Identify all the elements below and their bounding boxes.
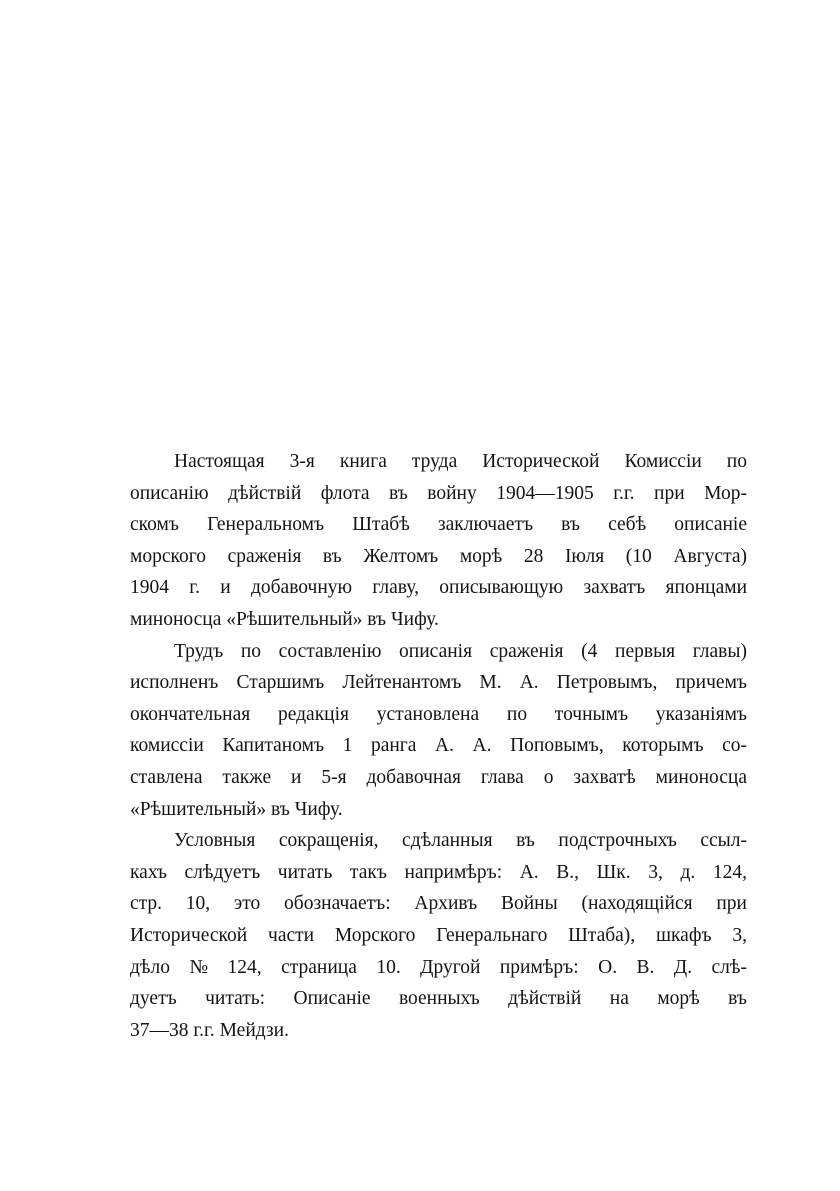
text-line: миноносца «Рѣшительный» въ Чифу. <box>130 608 439 630</box>
text-line: дуетъ читать: Описаніе военныхъ дѣйствій на морѣ въ <box>130 988 747 1010</box>
text-line: «Рѣшительный» въ Чифу. <box>130 798 343 820</box>
text-line: 1904 г. и добавочную главу, описывающую захватъ японцами <box>130 577 747 599</box>
paragraph-3 <box>130 825 747 1046</box>
text-line: дѣло № 124, страница 10. Другой примѣръ: О. В. Д. слѣ- <box>130 956 747 978</box>
text-line: Настоящая 3-я книга труда Исторической Комиссіи по <box>174 451 747 472</box>
text-line: кахъ слѣдуетъ читать такъ напримѣръ: А. В., Шк. 3, д. 124, <box>130 861 747 883</box>
text-line: морского сраженія въ Желтомъ морѣ 28 Іюля (10 Августа) <box>130 545 747 567</box>
text-line: окончательная редакція установлена по точнымъ указаніямъ <box>130 703 747 725</box>
text-line: исполненъ Старшимъ Лейтенантомъ М. А. Петровымъ, причемъ <box>130 672 747 694</box>
text-line: Исторической части Морского Генеральнаго Штаба), шкафъ 3, <box>130 924 747 946</box>
text-line: Трудъ по составленію описанія сраженія (4 первыя главы) <box>174 640 747 662</box>
preface-text <box>130 446 747 1046</box>
text-line: Условныя сокращенія, сдѣланныя въ подстрочныхъ ссыл- <box>174 830 747 852</box>
text-line: описанію дѣйствій флота въ войну 1904—1905 г.г. при Мор- <box>130 482 747 504</box>
text-line: комиссіи Капитаномъ 1 ранга А. А. Поповымъ, которымъ со- <box>130 735 747 757</box>
paragraph-1 <box>130 446 747 636</box>
text-line: стр. 10, это обозначаетъ: Архивъ Войны (находящійся при <box>130 893 747 915</box>
text-line: скомъ Генеральномъ Штабѣ заключаетъ въ себѣ описаніе <box>130 514 747 536</box>
paragraph-2 <box>130 636 747 826</box>
text-line: 37—38 г.г. Мейдзи. <box>130 1019 289 1041</box>
text-line: ставлена также и 5-я добавочная глава о захватѣ миноносца <box>130 766 747 788</box>
